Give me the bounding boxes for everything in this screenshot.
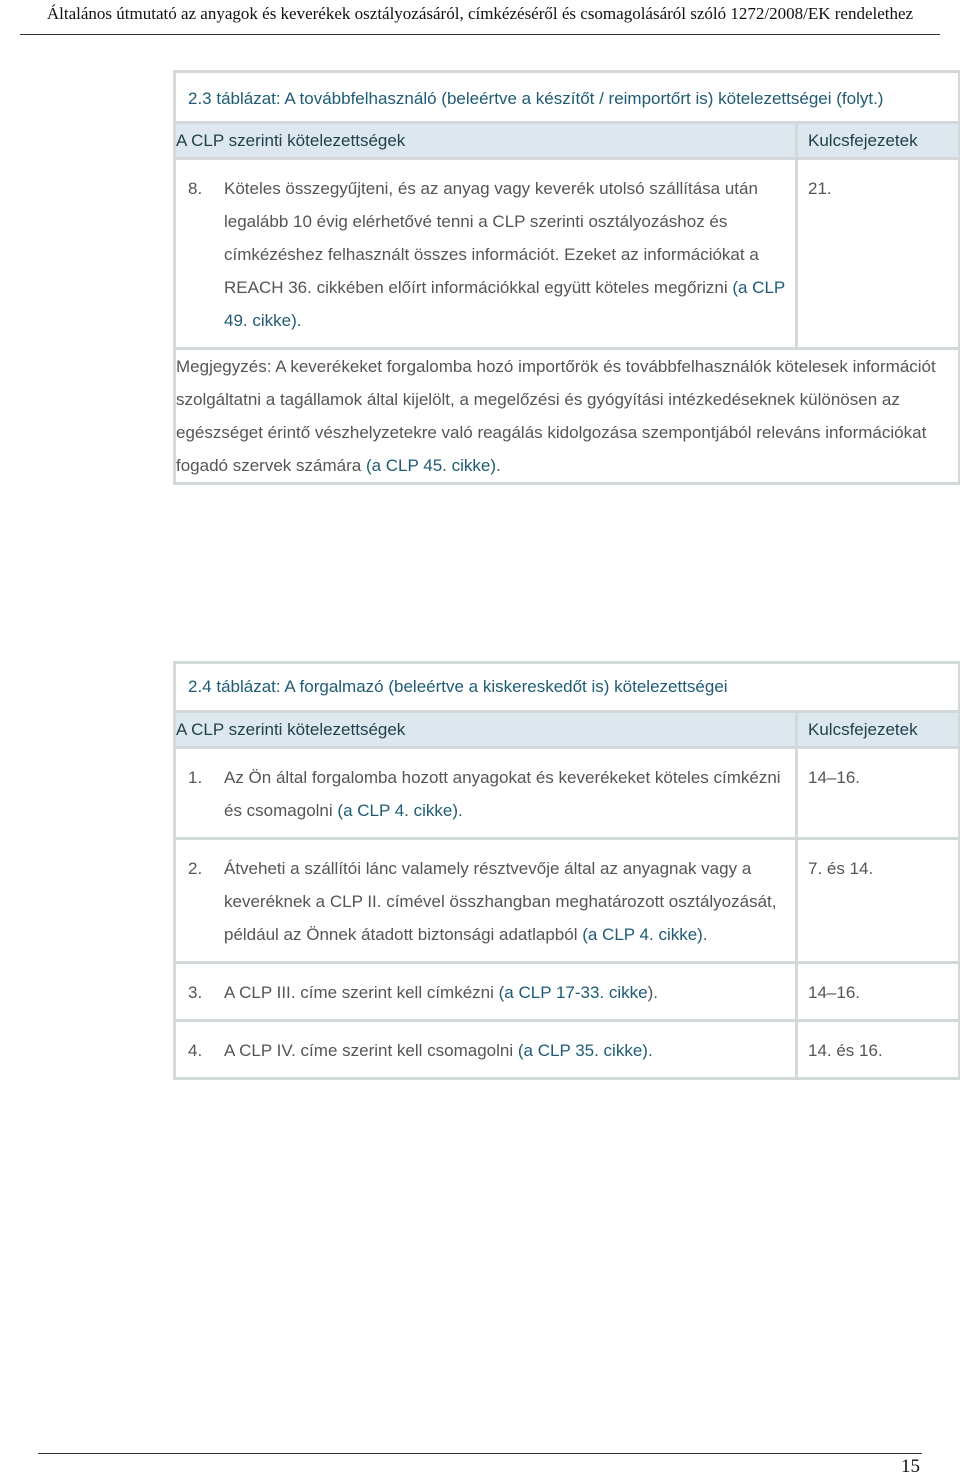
row-number: 3. [188, 983, 203, 1002]
column-header-obligations: A CLP szerinti kötelezettségek [175, 123, 797, 159]
row-text [224, 761, 785, 827]
row-article: 21. [797, 159, 960, 349]
row-text [224, 1034, 785, 1067]
note-text: Megjegyzés: A keverékeket forgalomba hozó importőrök és továbbfelhasználók kötelesek információt szolgáltatni a tagállamok által kijelölt, a megelőzési és gyógyítási intézkedéseknek különösen az egészséget érintő vészhelyzetekre való reagálás kidolgozása szempontjából releváns információkat fogadó szervek számára [176, 357, 936, 475]
table-note [175, 349, 960, 484]
legal-reference: (a CLP 35. cikke). [517, 1041, 653, 1060]
table-title: 2.4 táblázat: A forgalmazó (beleértve a kiskereskedőt is) kötelezettségei [175, 663, 960, 712]
note-reference: (a CLP 45. cikke). [365, 456, 501, 475]
legal-reference-suffix: ). [647, 983, 658, 1002]
column-header-articles: Kulcsfejezetek [797, 123, 960, 159]
legal-reference: (a CLP 17-33. cikke [498, 983, 648, 1002]
row-text [224, 172, 785, 337]
table-row [175, 159, 797, 349]
obligation-text: A CLP IV. címe szerint kell csomagolni [224, 1041, 514, 1060]
footer-divider [38, 1453, 922, 1454]
table-row [175, 1021, 797, 1079]
obligation-text: Köteles összegyűjteni, és az anyag vagy keverék utolsó szállítása után legalább 10 évig elérhetővé tenni a CLP szerinti osztályozáshoz és címkézéshez felhasznált összes információt. Ezeket az információkat a REACH 36. cikkében előírt információkkal együtt köteles megőrizni [224, 179, 759, 297]
table-2-3 [173, 70, 960, 485]
legal-reference: (a CLP 49. cikke). [224, 278, 785, 330]
row-text [224, 976, 785, 1009]
row-article: 14–16. [797, 748, 960, 839]
column-header-obligations: A CLP szerinti kötelezettségek [175, 712, 797, 748]
row-number: 4. [188, 1041, 203, 1060]
page-number: 15 [901, 1456, 920, 1477]
row-article: 14. és 16. [797, 1021, 960, 1079]
legal-reference: (a CLP 4. cikke). [337, 801, 463, 820]
table-title: 2.3 táblázat: A továbbfelhasználó (beleértve a készítőt / reimportőrt is) kötelezettségei (folyt.) [175, 72, 960, 123]
obligation-text: Az Ön által forgalomba hozott anyagokat és keverékeket köteles címkézni és csomagolni [224, 768, 781, 820]
running-header: Általános útmutató az anyagok és keverékek osztályozásáról, címkézéséről és csomagolásáról szóló 1272/2008/EK rendelethez [20, 0, 940, 35]
obligation-text: A CLP III. címe szerint kell címkézni [224, 983, 494, 1002]
legal-reference: (a CLP 4. cikke). [582, 925, 708, 944]
row-text [224, 852, 785, 951]
row-number: 8. [188, 179, 203, 198]
table-row [175, 963, 797, 1021]
row-article: 14–16. [797, 963, 960, 1021]
row-number: 1. [188, 768, 203, 787]
table-2-4 [173, 661, 960, 1080]
obligation-text: Átveheti a szállítói lánc valamely résztvevője által az anyagnak vagy a keveréknek a CLP II. címével összhangban meghatározott osztályozását, például az Önnek átadott biztonsági adatlapból [224, 859, 777, 944]
table-row [175, 748, 797, 839]
table-row [175, 839, 797, 963]
row-article: 7. és 14. [797, 839, 960, 963]
row-number: 2. [188, 859, 203, 878]
column-header-articles: Kulcsfejezetek [797, 712, 960, 748]
